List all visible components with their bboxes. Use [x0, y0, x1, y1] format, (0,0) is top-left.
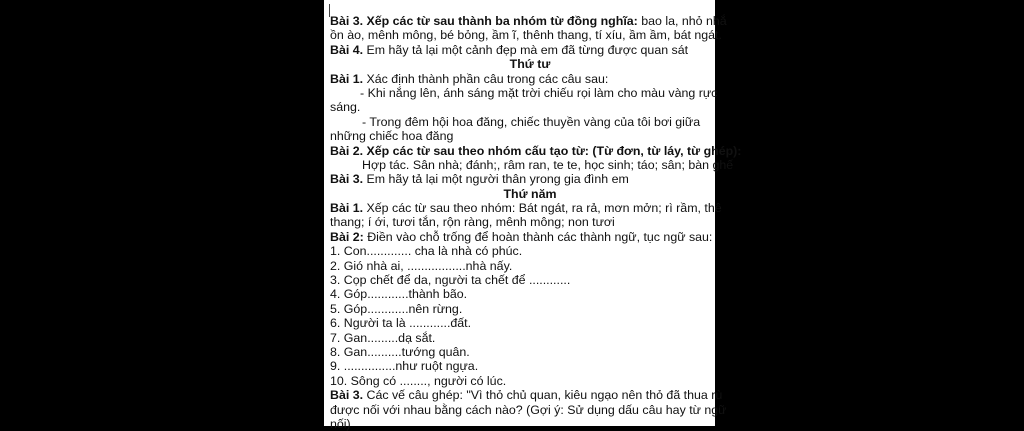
exercise-line [330, 172, 730, 186]
exercise-label: Bài 4. [330, 42, 364, 57]
text-line: - Trong đêm hội hoa đăng, chiếc thuyền vàng của tôi bơi giữa [362, 114, 701, 129]
text-line: - Khi nắng lên, ánh sáng mặt trời chiếu rọi làm cho màu vàng rực [360, 85, 718, 100]
list-item: 5. Góp............nên rừng. [330, 301, 463, 316]
list-item: 1. Con............. cha là nhà có phúc. [330, 244, 523, 259]
exercise-line [330, 72, 730, 86]
exercise-label: Bài 2: [330, 229, 364, 244]
exercise-line [330, 14, 730, 28]
exercise-title: Bài 2. Xếp các từ sau theo nhóm cấu tạo từ: (Từ đơn, từ láy, từ ghép): [330, 143, 742, 158]
exercise-text: Các vế câu ghép: "Vì thỏ chủ quan, kiêu ngạo nên thỏ đã thua rù [363, 388, 723, 403]
exercise-text: Xác định thành phần câu trong các câu sau: [363, 71, 609, 86]
text-line: những chiếc hoa đăng [330, 129, 454, 144]
day-heading: Thứ tư [509, 57, 551, 72]
text-line: nối) [330, 416, 351, 431]
exercise-line [330, 43, 730, 57]
text-line: được nối với nhau bằng cách nào? (Gợi ý: Sử dụng dấu câu hay từ ngữ [330, 402, 727, 417]
exercise-text: bao la, nhỏ nhắ [637, 14, 727, 28]
text-line: sáng. [330, 100, 361, 115]
exercise-line [330, 230, 730, 244]
text-line: thang; í ới, tươi tắn, rộn ràng, mênh mông; non tươi [330, 215, 615, 230]
list-item: 4. Góp............thành bão. [330, 287, 468, 302]
exercise-label: Bài 3. [330, 388, 364, 403]
exercise-title: Bài 3. Xếp các từ sau thành ba nhóm từ đồng nghĩa: [330, 14, 638, 28]
exercise-text: Em hãy tả lại một cảnh đẹp mà em đã từng được quan sát [363, 42, 689, 57]
list-item: 6. Người ta là ............đất. [330, 316, 472, 331]
list-item: 2. Gió nhà ai, .................nhà nấy. [330, 258, 513, 273]
exercise-text: Em hãy tả lại một người thân yrong gia đình em [363, 172, 629, 187]
list-item: 8. Gan..........tướng quân. [330, 344, 470, 359]
exercise-line [330, 201, 730, 215]
document-body [330, 14, 742, 431]
list-item: 9. ...............như ruột ngựa. [330, 359, 479, 374]
exercise-label: Bài 1. [330, 201, 364, 216]
exercise-label: Bài 3. [330, 172, 364, 187]
list-item: 3. Cọp chết để da, người ta chết để ............ [330, 273, 571, 288]
day-heading: Thứ năm [503, 186, 557, 201]
text-line: Hợp tác. Sân nhà; đánh;, râm ran, te te, học sinh; táo; sân; bàn ghế [362, 157, 734, 172]
text-line: ồn ào, mênh mông, bé bỏng, ầm ĩ, thênh thang, tí xíu, ầm ầm, bát ngát. [330, 28, 722, 43]
list-item: 10. Sông có ........, người có lúc. [330, 373, 507, 388]
exercise-line [330, 388, 730, 402]
exercise-label: Bài 1. [330, 71, 364, 86]
document-page [324, 0, 742, 431]
exercise-text: Điền vào chỗ trống để hoàn thành các thành ngữ, tục ngữ sau: [363, 229, 713, 244]
list-item: 7. Gan.........dạ sắt. [330, 330, 436, 345]
exercise-text: Xếp các từ sau theo nhóm: Bát ngát, ra rả, mơn mởn; rì rầm, thê [363, 201, 722, 216]
